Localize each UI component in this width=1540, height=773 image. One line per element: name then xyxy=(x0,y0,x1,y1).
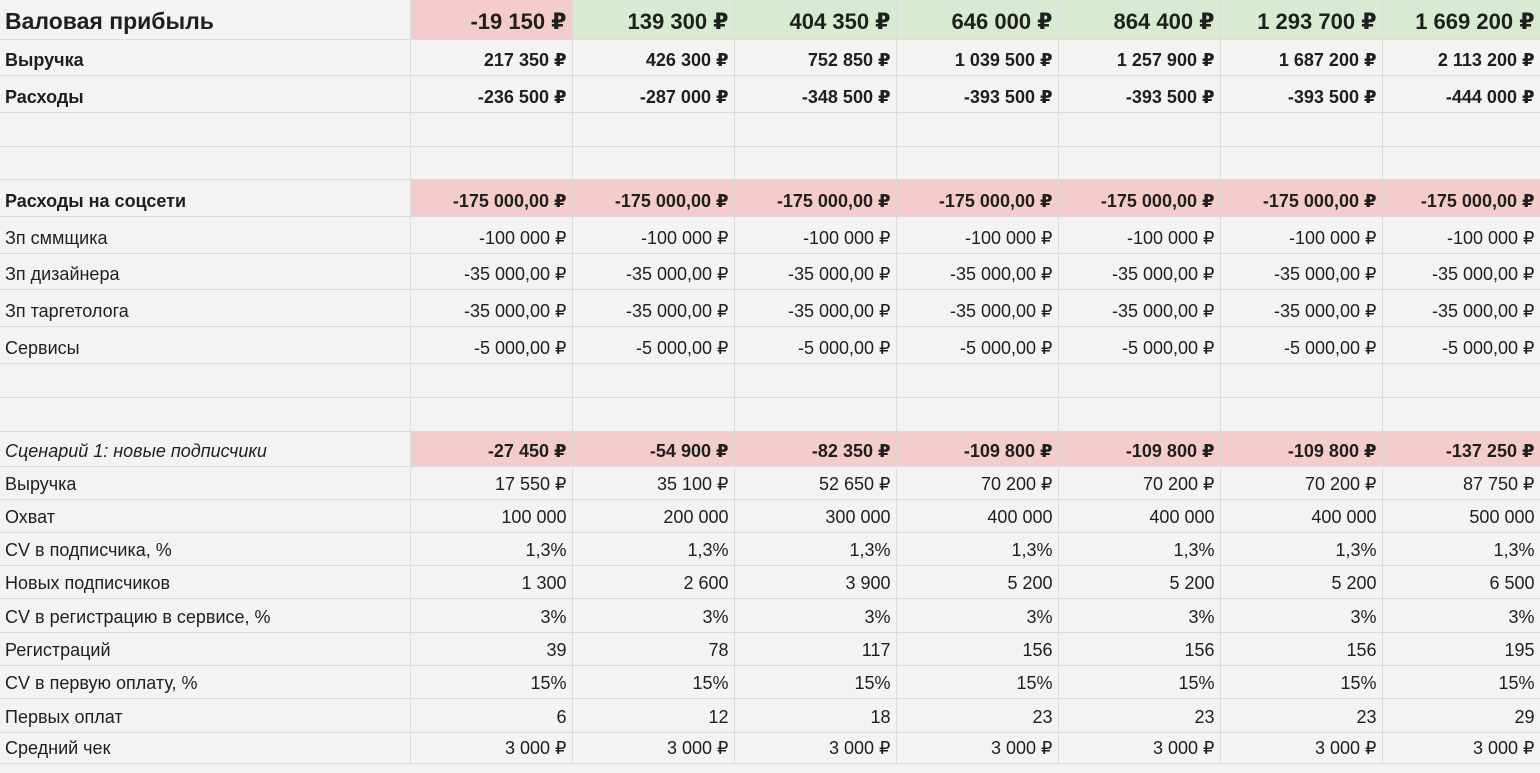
cell-value[interactable]: 1 687 200 ₽ xyxy=(1220,39,1382,75)
cell-value[interactable]: -35 000,00 ₽ xyxy=(410,253,572,289)
cell-value[interactable]: 3% xyxy=(1382,598,1540,632)
cell-value[interactable]: -5 000,00 ₽ xyxy=(734,326,896,363)
cell-empty[interactable] xyxy=(734,112,896,146)
row-targetologist-salary xyxy=(0,289,1540,326)
cell-label[interactable]: Расходы на соцсети xyxy=(0,179,410,216)
cell-value[interactable]: 139 300 ₽ xyxy=(572,0,734,39)
cell-empty[interactable] xyxy=(1058,397,1220,431)
cell-value[interactable]: 15% xyxy=(410,665,572,698)
cell-value[interactable]: 217 350 ₽ xyxy=(410,39,572,75)
cell-value[interactable]: 1,3% xyxy=(896,532,1058,565)
cell-empty[interactable] xyxy=(1058,363,1220,397)
cell-value[interactable]: 752 850 ₽ xyxy=(734,39,896,75)
cell-value[interactable]: -54 900 ₽ xyxy=(572,431,734,466)
cell-empty[interactable] xyxy=(572,146,734,179)
cell-empty[interactable] xyxy=(734,397,896,431)
cell-value[interactable]: 3 000 ₽ xyxy=(1058,732,1220,763)
cell-value[interactable]: 15% xyxy=(572,665,734,698)
cell-value[interactable]: -109 800 ₽ xyxy=(1220,431,1382,466)
cell-value[interactable]: 23 xyxy=(1058,698,1220,732)
cell-value[interactable]: 3% xyxy=(1220,598,1382,632)
cell-label[interactable]: Зп таргетолога xyxy=(0,289,410,326)
cell-value[interactable]: -35 000,00 ₽ xyxy=(734,289,896,326)
row-registrations xyxy=(0,632,1540,665)
cell-value[interactable]: 1 300 xyxy=(410,565,572,598)
row-cv-registration xyxy=(0,598,1540,632)
cell-empty[interactable] xyxy=(0,363,410,397)
row-reach xyxy=(0,499,1540,532)
cell-label[interactable]: CV в первую оплату, % xyxy=(0,665,410,698)
cell-value[interactable]: 5 200 xyxy=(1220,565,1382,598)
cell-value[interactable]: -175 000,00 ₽ xyxy=(572,179,734,216)
cell-value[interactable]: 52 650 ₽ xyxy=(734,466,896,499)
cell-value[interactable]: -27 450 ₽ xyxy=(410,431,572,466)
cell-value[interactable]: -100 000 ₽ xyxy=(572,216,734,253)
cell-value[interactable]: 12 xyxy=(572,698,734,732)
cell-value[interactable]: 156 xyxy=(1220,632,1382,665)
cell-value[interactable]: -5 000,00 ₽ xyxy=(410,326,572,363)
cell-value[interactable]: 6 500 xyxy=(1382,565,1540,598)
cell-value[interactable]: 404 350 ₽ xyxy=(734,0,896,39)
cell-value[interactable]: -35 000,00 ₽ xyxy=(1058,253,1220,289)
cell-value[interactable]: 1,3% xyxy=(410,532,572,565)
row-smm-salary xyxy=(0,216,1540,253)
cell-empty[interactable] xyxy=(734,146,896,179)
cell-empty[interactable] xyxy=(572,112,734,146)
cell-value[interactable]: -109 800 ₽ xyxy=(1058,431,1220,466)
cell-value[interactable]: -393 500 ₽ xyxy=(896,75,1058,112)
cell-value[interactable]: 5 200 xyxy=(1058,565,1220,598)
cell-value[interactable]: 3 000 ₽ xyxy=(410,732,572,763)
cell-value[interactable]: -100 000 ₽ xyxy=(1220,216,1382,253)
cell-empty[interactable] xyxy=(1220,363,1382,397)
cell-value[interactable]: 15% xyxy=(1058,665,1220,698)
cell-value[interactable]: -175 000,00 ₽ xyxy=(1382,179,1540,216)
cell-label[interactable]: Средний чек xyxy=(0,732,410,763)
cell-value[interactable]: 1,3% xyxy=(734,532,896,565)
cell-value[interactable]: 35 100 ₽ xyxy=(572,466,734,499)
cell-value[interactable]: -175 000,00 ₽ xyxy=(1220,179,1382,216)
cell-value[interactable]: -175 000,00 ₽ xyxy=(896,179,1058,216)
cell-value[interactable]: 23 xyxy=(896,698,1058,732)
cell-value[interactable]: 70 200 ₽ xyxy=(1220,466,1382,499)
cell-empty[interactable] xyxy=(1058,146,1220,179)
row-gross-profit xyxy=(0,0,1540,39)
cell-value[interactable]: -35 000,00 ₽ xyxy=(1220,253,1382,289)
row-empty xyxy=(0,363,1540,397)
cell-value[interactable]: 78 xyxy=(572,632,734,665)
cell-value[interactable]: 15% xyxy=(1382,665,1540,698)
cell-value[interactable]: 23 xyxy=(1220,698,1382,732)
cell-label[interactable]: Зп дизайнера xyxy=(0,253,410,289)
cell-value[interactable]: -35 000,00 ₽ xyxy=(1382,289,1540,326)
cell-empty[interactable] xyxy=(1382,363,1540,397)
cell-value[interactable]: 400 000 xyxy=(896,499,1058,532)
cell-value[interactable]: 400 000 xyxy=(1058,499,1220,532)
cell-value[interactable]: 1,3% xyxy=(1058,532,1220,565)
cell-value[interactable]: 15% xyxy=(734,665,896,698)
cell-empty[interactable] xyxy=(410,363,572,397)
cell-label[interactable]: Сервисы xyxy=(0,326,410,363)
cell-value[interactable]: -35 000,00 ₽ xyxy=(734,253,896,289)
cell-value[interactable]: -5 000,00 ₽ xyxy=(1058,326,1220,363)
cell-value[interactable]: 5 200 xyxy=(896,565,1058,598)
row-expenses-total xyxy=(0,75,1540,112)
cell-value[interactable]: 3% xyxy=(410,598,572,632)
cell-empty[interactable] xyxy=(0,397,410,431)
cell-value[interactable]: -236 500 ₽ xyxy=(410,75,572,112)
cell-value[interactable]: -35 000,00 ₽ xyxy=(1382,253,1540,289)
cell-label[interactable]: CV в подписчика, % xyxy=(0,532,410,565)
cell-value[interactable]: -393 500 ₽ xyxy=(1058,75,1220,112)
cell-label[interactable]: Зп сммщика xyxy=(0,216,410,253)
cell-value[interactable]: 200 000 xyxy=(572,499,734,532)
cell-value[interactable]: 3% xyxy=(1058,598,1220,632)
cell-label[interactable]: Первых оплат xyxy=(0,698,410,732)
row-cv-first-payment xyxy=(0,665,1540,698)
cell-value[interactable]: -35 000,00 ₽ xyxy=(896,253,1058,289)
cell-label[interactable]: Новых подписчиков xyxy=(0,565,410,598)
cell-value[interactable]: 15% xyxy=(896,665,1058,698)
cell-value[interactable]: -5 000,00 ₽ xyxy=(896,326,1058,363)
cell-value[interactable]: -100 000 ₽ xyxy=(896,216,1058,253)
cell-value[interactable]: 70 200 ₽ xyxy=(1058,466,1220,499)
cell-value[interactable]: 3 000 ₽ xyxy=(1220,732,1382,763)
cell-empty[interactable] xyxy=(1382,397,1540,431)
cell-value[interactable]: 1 669 200 ₽ xyxy=(1382,0,1540,39)
cell-value[interactable]: 864 400 ₽ xyxy=(1058,0,1220,39)
cell-value[interactable]: 1,3% xyxy=(1382,532,1540,565)
cell-value[interactable]: -5 000,00 ₽ xyxy=(1382,326,1540,363)
row-first-payments xyxy=(0,698,1540,732)
cell-empty[interactable] xyxy=(572,363,734,397)
cell-value[interactable]: 1 293 700 ₽ xyxy=(1220,0,1382,39)
cell-value[interactable]: -175 000,00 ₽ xyxy=(734,179,896,216)
cell-value[interactable]: 3 900 xyxy=(734,565,896,598)
cell-empty[interactable] xyxy=(410,397,572,431)
row-revenue-total xyxy=(0,39,1540,75)
cell-value[interactable]: 70 200 ₽ xyxy=(896,466,1058,499)
cell-value[interactable]: -35 000,00 ₽ xyxy=(572,253,734,289)
cell-empty[interactable] xyxy=(1382,146,1540,179)
cell-value[interactable]: 500 000 xyxy=(1382,499,1540,532)
cell-value[interactable]: 156 xyxy=(1058,632,1220,665)
cell-empty[interactable] xyxy=(896,112,1058,146)
cell-value[interactable]: -100 000 ₽ xyxy=(734,216,896,253)
cell-value[interactable]: -109 800 ₽ xyxy=(896,431,1058,466)
row-empty xyxy=(0,112,1540,146)
cell-value[interactable]: 195 xyxy=(1382,632,1540,665)
row-new-subscribers xyxy=(0,565,1540,598)
cell-value[interactable]: 3 000 ₽ xyxy=(896,732,1058,763)
row-empty xyxy=(0,397,1540,431)
cell-value[interactable]: 1 257 900 ₽ xyxy=(1058,39,1220,75)
cell-value[interactable]: -5 000,00 ₽ xyxy=(1220,326,1382,363)
cell-label[interactable]: CV в регистрацию в сервисе, % xyxy=(0,598,410,632)
cell-value[interactable]: -348 500 ₽ xyxy=(734,75,896,112)
cell-empty[interactable] xyxy=(734,363,896,397)
row-services xyxy=(0,326,1540,363)
cell-value[interactable]: 117 xyxy=(734,632,896,665)
cell-value[interactable]: -100 000 ₽ xyxy=(1382,216,1540,253)
cell-value[interactable]: -35 000,00 ₽ xyxy=(896,289,1058,326)
cell-label[interactable]: Охват xyxy=(0,499,410,532)
cell-value[interactable]: 1,3% xyxy=(1220,532,1382,565)
cell-value[interactable]: 300 000 xyxy=(734,499,896,532)
cell-value[interactable]: 3% xyxy=(734,598,896,632)
cell-value[interactable]: 87 750 ₽ xyxy=(1382,466,1540,499)
cell-empty[interactable] xyxy=(896,397,1058,431)
cell-value[interactable]: 400 000 xyxy=(1220,499,1382,532)
cell-value[interactable]: 100 000 xyxy=(410,499,572,532)
row-social-expenses xyxy=(0,179,1540,216)
cell-value[interactable]: 3 000 ₽ xyxy=(572,732,734,763)
cell-label[interactable]: Выручка xyxy=(0,39,410,75)
cell-empty[interactable] xyxy=(1220,112,1382,146)
cell-value[interactable]: -35 000,00 ₽ xyxy=(410,289,572,326)
cell-value[interactable]: 15% xyxy=(1220,665,1382,698)
row-designer-salary xyxy=(0,253,1540,289)
cell-value[interactable]: -35 000,00 ₽ xyxy=(1058,289,1220,326)
cell-empty[interactable] xyxy=(410,112,572,146)
cell-empty[interactable] xyxy=(0,146,410,179)
cell-value[interactable]: -19 150 ₽ xyxy=(410,0,572,39)
cell-value[interactable]: -175 000,00 ₽ xyxy=(410,179,572,216)
cell-value[interactable]: 17 550 ₽ xyxy=(410,466,572,499)
cell-empty[interactable] xyxy=(1220,146,1382,179)
cell-value[interactable]: -5 000,00 ₽ xyxy=(572,326,734,363)
cell-value[interactable]: -82 350 ₽ xyxy=(734,431,896,466)
cell-value[interactable]: 156 xyxy=(896,632,1058,665)
cell-label[interactable]: Регистраций xyxy=(0,632,410,665)
cell-empty[interactable] xyxy=(1220,397,1382,431)
cell-value[interactable]: 2 113 200 ₽ xyxy=(1382,39,1540,75)
row-cv-subscriber xyxy=(0,532,1540,565)
cell-value[interactable]: -100 000 ₽ xyxy=(1058,216,1220,253)
row-revenue xyxy=(0,466,1540,499)
cell-empty[interactable] xyxy=(0,112,410,146)
cell-value[interactable]: -100 000 ₽ xyxy=(410,216,572,253)
cell-label[interactable]: Выручка xyxy=(0,466,410,499)
cell-label[interactable]: Расходы xyxy=(0,75,410,112)
cell-value[interactable]: 646 000 ₽ xyxy=(896,0,1058,39)
cell-value[interactable]: -287 000 ₽ xyxy=(572,75,734,112)
cell-value[interactable]: 18 xyxy=(734,698,896,732)
cell-value[interactable]: 39 xyxy=(410,632,572,665)
cell-value[interactable]: -35 000,00 ₽ xyxy=(1220,289,1382,326)
cell-value[interactable]: -137 250 ₽ xyxy=(1382,431,1540,466)
cell-empty[interactable] xyxy=(410,146,572,179)
cell-value[interactable]: 3% xyxy=(896,598,1058,632)
cell-value[interactable]: 1 039 500 ₽ xyxy=(896,39,1058,75)
cell-empty[interactable] xyxy=(896,363,1058,397)
cell-value[interactable]: 2 600 xyxy=(572,565,734,598)
row-average-check xyxy=(0,732,1540,763)
cell-value[interactable]: -35 000,00 ₽ xyxy=(572,289,734,326)
cell-value[interactable]: 426 300 ₽ xyxy=(572,39,734,75)
cell-empty[interactable] xyxy=(896,146,1058,179)
cell-empty[interactable] xyxy=(1382,112,1540,146)
cell-label[interactable]: Валовая прибыль xyxy=(0,0,410,39)
cell-empty[interactable] xyxy=(572,397,734,431)
row-empty xyxy=(0,146,1540,179)
cell-value[interactable]: -175 000,00 ₽ xyxy=(1058,179,1220,216)
cell-value[interactable]: 29 xyxy=(1382,698,1540,732)
cell-empty[interactable] xyxy=(1058,112,1220,146)
cell-value[interactable]: -444 000 ₽ xyxy=(1382,75,1540,112)
cell-value[interactable]: 3% xyxy=(572,598,734,632)
cell-value[interactable]: 6 xyxy=(410,698,572,732)
cell-label[interactable]: Сценарий 1: новые подписчики xyxy=(0,431,410,466)
cell-value[interactable]: 3 000 ₽ xyxy=(734,732,896,763)
cell-value[interactable]: -393 500 ₽ xyxy=(1220,75,1382,112)
cell-value[interactable]: 1,3% xyxy=(572,532,734,565)
row-scenario-1 xyxy=(0,431,1540,466)
cell-value[interactable]: 3 000 ₽ xyxy=(1382,732,1540,763)
